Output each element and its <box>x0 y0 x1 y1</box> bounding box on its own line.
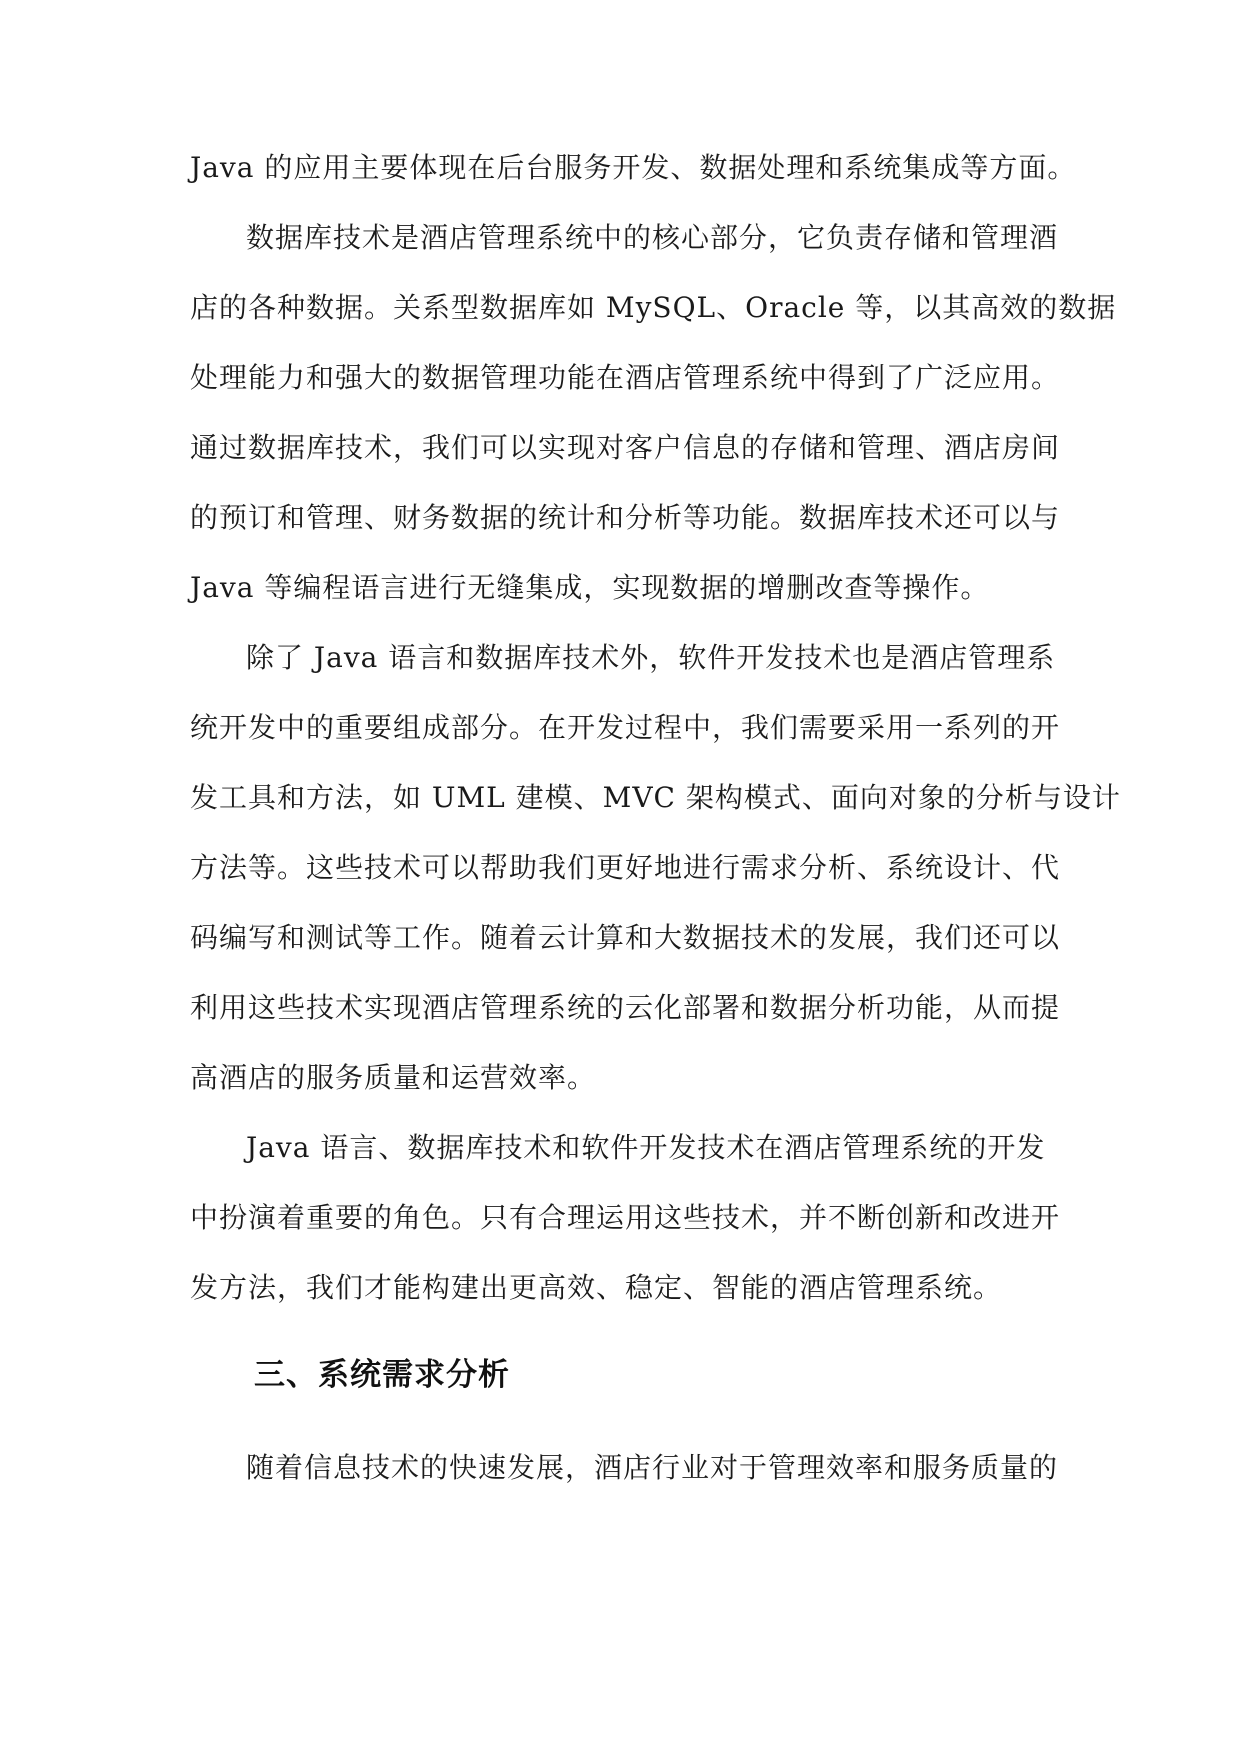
paragraph-3-line-1: 除了 Java 语言和数据库技术外，软件开发技术也是酒店管理系 <box>246 641 1056 674</box>
paragraph-3-line-3: 发工具和方法，如 UML 建模、MVC 架构模式、面向对象的分析与设计 <box>190 781 1121 814</box>
paragraph-4-line-1: Java 语言、数据库技术和软件开发技术在酒店管理系统的开发 <box>246 1131 1046 1164</box>
paragraph-2-line-2: 店的各种数据。关系型数据库如 MySQL、Oracle 等，以其高效的数据 <box>190 291 1117 324</box>
paragraph-2-line-3: 处理能力和强大的数据管理功能在酒店管理系统中得到了广泛应用。 <box>190 361 1061 394</box>
paragraph-4-line-2: 中扮演着重要的角色。只有合理运用这些技术，并不断创新和改进开 <box>190 1201 1061 1234</box>
section-heading: 三、系统需求分析 <box>254 1357 510 1393</box>
paragraph-2-line-5: 的预订和管理、财务数据的统计和分析等功能。数据库技术还可以与 <box>190 501 1061 534</box>
paragraph-3-line-4: 方法等。这些技术可以帮助我们更好地进行需求分析、系统设计、代 <box>190 851 1061 884</box>
paragraph-2-line-4: 通过数据库技术，我们可以实现对客户信息的存储和管理、酒店房间 <box>190 431 1061 464</box>
paragraph-3-line-7: 高酒店的服务质量和运营效率。 <box>190 1061 597 1094</box>
paragraph-2-line-6: Java 等编程语言进行无缝集成，实现数据的增删改查等操作。 <box>190 571 990 604</box>
paragraph-4-line-3: 发方法，我们才能构建出更高效、稳定、智能的酒店管理系统。 <box>190 1271 1003 1304</box>
paragraph-3-line-6: 利用这些技术实现酒店管理系统的云化部署和数据分析功能，从而提 <box>190 991 1061 1024</box>
paragraph-1-line-1: Java 的应用主要体现在后台服务开发、数据处理和系统集成等方面。 <box>190 151 1077 184</box>
paragraph-2-line-1: 数据库技术是酒店管理系统中的核心部分，它负责存储和管理酒 <box>246 221 1059 254</box>
paragraph-3-line-2: 统开发中的重要组成部分。在开发过程中，我们需要采用一系列的开 <box>190 711 1061 744</box>
paragraph-3-line-5: 码编写和测试等工作。随着云计算和大数据技术的发展，我们还可以 <box>190 921 1061 954</box>
paragraph-5-line-1: 随着信息技术的快速发展，酒店行业对于管理效率和服务质量的 <box>246 1451 1059 1484</box>
